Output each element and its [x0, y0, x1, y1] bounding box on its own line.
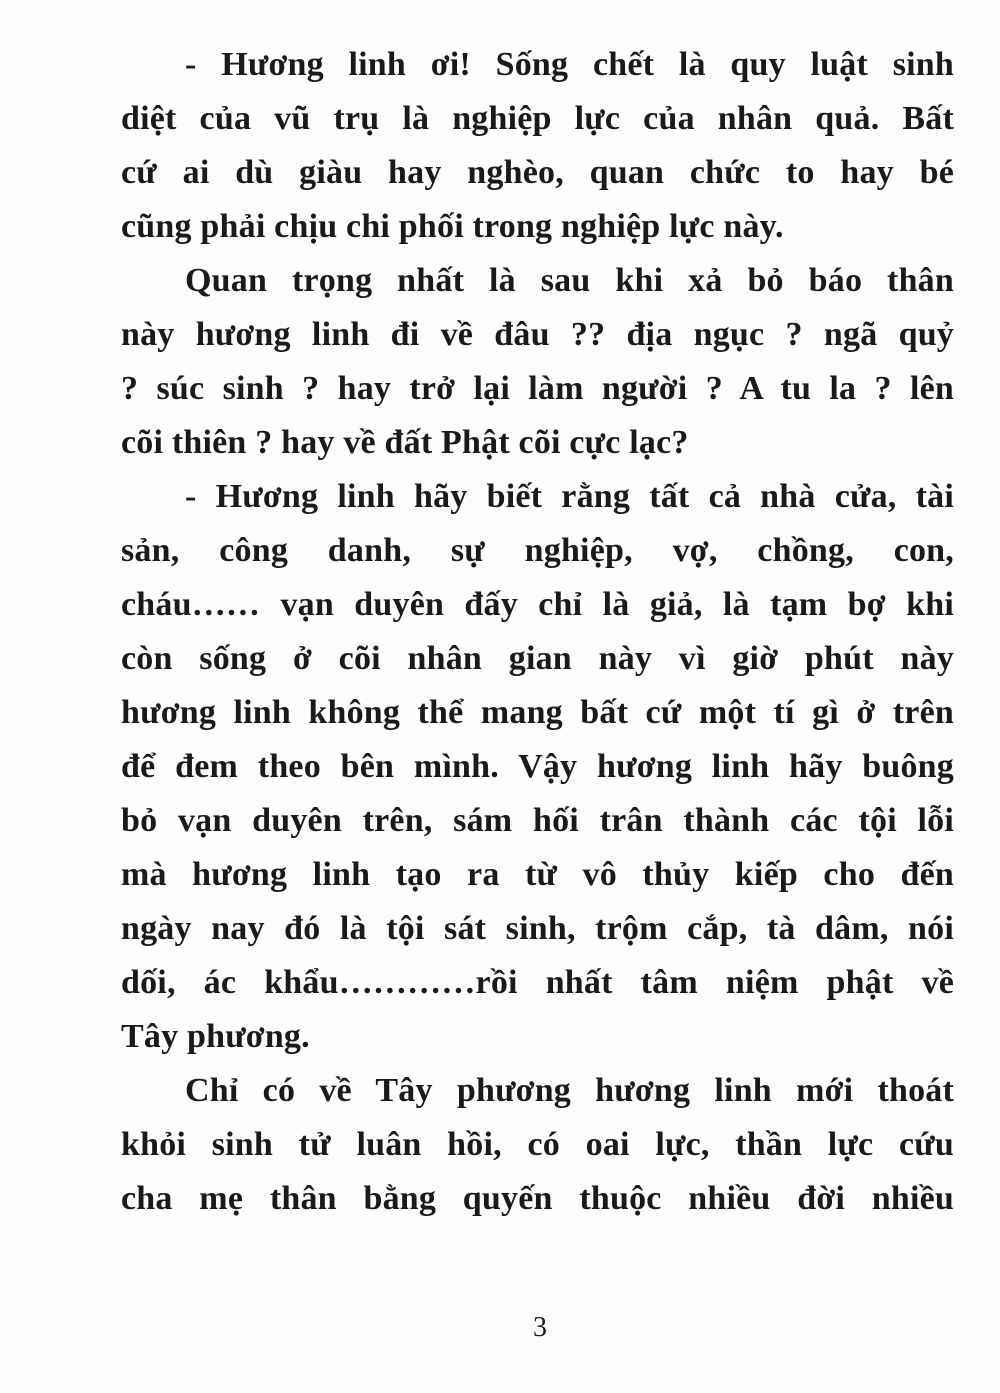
text-line: - Hương linh hãy biết rằng tất cả nhà cửa, tài: [185, 478, 954, 515]
text-line: Quan trọng nhất là sau khi xả bỏ báo thân: [185, 262, 954, 299]
page-number: 3: [533, 1312, 547, 1343]
text-line: ? súc sinh ? hay trở lại làm người ? A tu la ? lên: [121, 370, 954, 407]
text-line: Tây phương.: [121, 1018, 310, 1055]
text-line: - Hương linh ơi! Sống chết là quy luật sinh: [185, 46, 954, 83]
text-line: cháu…… vạn duyên đấy chỉ là giả, là tạm bợ khi: [121, 586, 954, 623]
text-line: cha mẹ thân bằng quyến thuộc nhiều đời nhiều: [121, 1180, 954, 1217]
text-line: sản, công danh, sự nghiệp, vợ, chồng, con,: [121, 532, 954, 569]
text-line: khỏi sinh tử luân hồi, có oai lực, thần lực cứu: [121, 1126, 954, 1163]
text-line: ngày nay đó là tội sát sinh, trộm cắp, tà dâm, nói: [121, 910, 954, 947]
body-text: [121, 38, 954, 1226]
text-line: cõi thiên ? hay về đất Phật cõi cực lạc?: [121, 424, 689, 461]
text-line: dối, ác khẩu…………rồi nhất tâm niệm phật về: [121, 964, 954, 1001]
text-line: diệt của vũ trụ là nghiệp lực của nhân quả. Bất: [121, 100, 954, 137]
text-line: cứ ai dù giàu hay nghèo, quan chức to hay bé: [121, 154, 954, 191]
text-line: bỏ vạn duyên trên, sám hối trân thành các tội lỗi: [121, 802, 954, 839]
text-line: cũng phải chịu chi phối trong nghiệp lực này.: [121, 208, 784, 245]
text-line: này hương linh đi về đâu ?? địa ngục ? ngã quỷ: [121, 316, 954, 353]
text-line: để đem theo bên mình. Vậy hương linh hãy buông: [121, 748, 954, 785]
text-line: Chỉ có về Tây phương hương linh mới thoát: [185, 1072, 954, 1109]
text-line: còn sống ở cõi nhân gian này vì giờ phút này: [121, 640, 954, 677]
text-line: hương linh không thể mang bất cứ một tí gì ở trên: [121, 694, 954, 731]
text-line: mà hương linh tạo ra từ vô thủy kiếp cho đến: [121, 856, 954, 893]
